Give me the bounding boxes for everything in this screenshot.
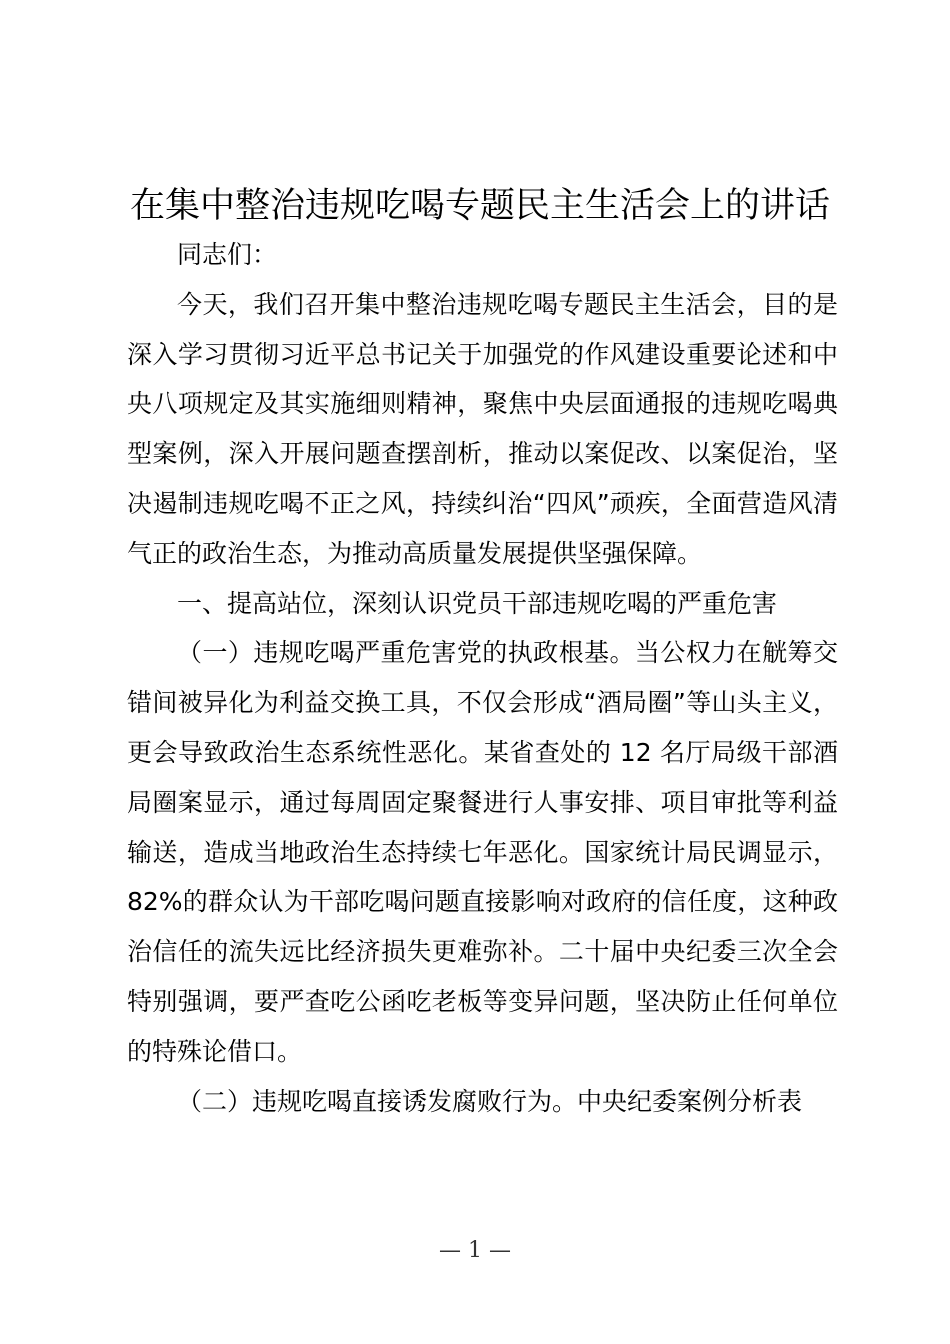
salutation-paragraph: 同志们： bbox=[177, 240, 278, 269]
document-body bbox=[127, 230, 838, 1126]
document-title: 在集中整治违规吃喝专题民主生活会上的讲话 bbox=[129, 186, 830, 226]
subsection-paragraph: （二）违规吃喝直接诱发腐败行为。中央纪委案例分析表 bbox=[177, 1086, 803, 1116]
intro-paragraph: 今天，我们召开集中整治违规吃喝专题民主生活会，目的是深入学习贯彻习近平总书记关于加强党的作风建设重要论述和中央八项规定及其实施细则精神，聚焦中央层面通报的违规吃喝典型案例，深入开展问题查摆剖析，推动以案促改、以案促治，坚决遏制违规吃喝不正之风，持续纠治“四风”顽疾，全面营造风清气正的政治生态，为推动高质量发展提供坚强保障。 bbox=[127, 289, 838, 568]
subsection-paragraph: （一）违规吃喝严重危害党的执政根基。当公权力在觥筹交错间被异化为利益交换工具，不仅会形成“酒局圈”等山头主义，更会导致政治生态系统性恶化。某省查处的 12 名厅局级干部酒局圈案显示，通过每周固定聚餐进行人事安排、项目审批等利益输送，造成当地政治生态持续七年恶化。国家统计局民调显示，82%的群众认为干部吃喝问题直接影响对政府的信任度，这种政治信任的流失远比经济损失更难弥补。二十届中央纪委三次全会特别强调，要严查吃公函吃老板等变异问题，坚决防止任何单位的特殊论借口。 bbox=[127, 638, 838, 1066]
section-heading: 一、提高站位，深刻认识党员干部违规吃喝的严重危害 bbox=[177, 588, 778, 618]
page-number: — 1 — bbox=[439, 1238, 511, 1263]
